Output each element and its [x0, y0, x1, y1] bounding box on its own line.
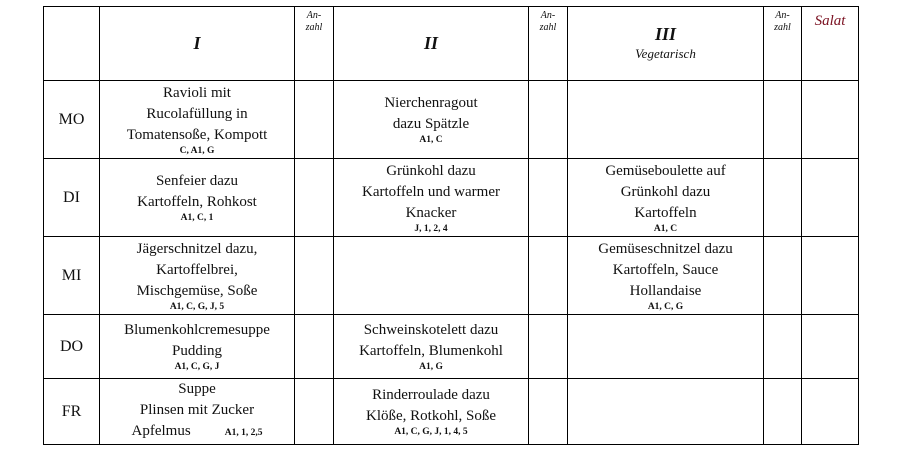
salat-cell[interactable] — [802, 237, 859, 315]
dish-cell-I — [100, 81, 295, 159]
dish-cell-III — [568, 379, 764, 445]
dish-line: Suppe — [178, 381, 216, 397]
anzahl-cell-II[interactable] — [529, 159, 568, 237]
dish-line: Kartoffeln, Blumenkohl — [359, 343, 503, 359]
dish-line: Gemüseboulette auf — [605, 162, 726, 179]
dish-cell-I — [100, 159, 295, 237]
menu-row-mo — [44, 81, 859, 159]
weekly-menu-table — [43, 6, 859, 445]
allergen-codes: A1, 1, 2,5 — [224, 428, 263, 438]
anzahl-cell-III[interactable] — [764, 379, 802, 445]
header-row — [44, 7, 859, 81]
salat-cell[interactable] — [802, 159, 859, 237]
anzahl-label-2: zahl — [774, 22, 791, 33]
menu-II-label: II — [423, 33, 438, 53]
header-menu-II — [334, 7, 529, 81]
allergen-codes: C, A1, G — [179, 145, 215, 156]
header-menu-I — [100, 7, 295, 81]
allergen-codes: J, 1, 2, 4 — [414, 223, 448, 234]
salat-cell[interactable] — [802, 81, 859, 159]
allergen-codes: A1, C — [653, 223, 678, 234]
header-anzahl-II — [529, 7, 568, 81]
anzahl-cell-I[interactable] — [295, 81, 334, 159]
dish-line: Kartoffeln und warmer — [361, 183, 500, 200]
dish-line: Grünkohl dazu — [386, 162, 476, 179]
dish-line: dazu Spätzle — [392, 116, 470, 132]
allergen-codes: A1, C, G, J, 5 — [169, 301, 225, 312]
dish-cell-III — [568, 315, 764, 379]
dish-cell-III — [568, 237, 764, 315]
day-cell: FR — [44, 379, 100, 445]
header-menu-III — [568, 7, 764, 81]
dish-line: Jägerschnitzel dazu, — [136, 240, 258, 257]
day-cell: DO — [44, 315, 100, 379]
anzahl-label-1: An- — [306, 10, 322, 21]
anzahl-cell-I[interactable] — [295, 379, 334, 445]
dish-line: Tomatensoße, Kompott — [126, 126, 268, 143]
anzahl-cell-III[interactable] — [764, 315, 802, 379]
dish-cell-I — [100, 315, 295, 379]
anzahl-cell-III[interactable] — [764, 237, 802, 315]
dish-line: Klöße, Rotkohl, Soße — [366, 408, 496, 424]
dish-cell-I — [100, 237, 295, 315]
dish-cell-III — [568, 81, 764, 159]
anzahl-cell-II[interactable] — [529, 379, 568, 445]
dish-line: Gemüseschnitzel dazu — [598, 240, 733, 257]
dish-line: Kartoffeln, Rohkost — [137, 194, 257, 210]
salat-cell[interactable] — [802, 315, 859, 379]
day-cell: MI — [44, 237, 100, 315]
header-salat — [802, 7, 859, 81]
anzahl-cell-I[interactable] — [295, 315, 334, 379]
dish-cell-II — [334, 237, 529, 315]
allergen-codes: A1, G — [419, 362, 443, 372]
day-cell: MO — [44, 81, 100, 159]
dish-cell-II — [334, 315, 529, 379]
allergen-codes: A1, C, G, J, 1, 4, 5 — [394, 427, 468, 437]
dish-line: Nierchenragout — [384, 95, 478, 111]
dish-cell-II — [334, 379, 529, 445]
anzahl-label-1: An- — [540, 10, 556, 21]
allergen-codes: A1, C, G, J — [174, 362, 220, 372]
dish-line: Blumenkohlcremesuppe — [124, 322, 270, 338]
dish-line: Schweinskotelett dazu — [363, 322, 499, 338]
anzahl-label-2: zahl — [539, 22, 557, 33]
menu-III-subtitle: Vegetarisch — [635, 46, 696, 61]
menu-row-fr — [44, 379, 859, 445]
anzahl-cell-II[interactable] — [529, 315, 568, 379]
salat-label: Salat — [814, 13, 846, 29]
day-cell: DI — [44, 159, 100, 237]
dish-cell-II — [334, 81, 529, 159]
dish-line: Apfelmus — [131, 423, 191, 439]
allergen-codes: A1, C, 1 — [180, 213, 214, 223]
anzahl-cell-I[interactable] — [295, 159, 334, 237]
anzahl-cell-II[interactable] — [529, 237, 568, 315]
dish-cell-I — [100, 379, 295, 445]
dish-line: Hollandaise — [629, 282, 702, 299]
anzahl-label-1: An- — [775, 10, 790, 21]
dish-line: Rinderroulade dazu — [372, 387, 490, 403]
header-anzahl-III — [764, 7, 802, 81]
dish-line: Kartoffeln — [634, 204, 697, 221]
dish-cell-III — [568, 159, 764, 237]
dish-line: Kartoffelbrei, — [156, 261, 238, 278]
menu-row-di — [44, 159, 859, 237]
menu-row-mi — [44, 237, 859, 315]
allergen-codes: A1, C — [419, 135, 443, 145]
dish-line: Senfeier dazu — [155, 173, 239, 189]
allergen-codes: A1, C, G — [647, 301, 684, 312]
menu-III-label: III — [654, 24, 676, 44]
anzahl-label-2: zahl — [305, 22, 323, 33]
anzahl-cell-I[interactable] — [295, 237, 334, 315]
menu-I-label: I — [193, 33, 201, 53]
dish-line: Plinsen mit Zucker — [139, 402, 255, 418]
salat-cell[interactable] — [802, 379, 859, 445]
dish-line: Kartoffeln, Sauce — [612, 261, 719, 278]
header-day-corner — [44, 7, 100, 81]
dish-cell-II — [334, 159, 529, 237]
dish-line: Rucolafüllung in — [146, 105, 248, 122]
dish-line: Grünkohl dazu — [620, 183, 711, 200]
anzahl-cell-III[interactable] — [764, 81, 802, 159]
dish-line: Mischgemüse, Soße — [136, 282, 258, 299]
header-anzahl-I — [295, 7, 334, 81]
dish-line: Pudding — [171, 343, 222, 359]
dish-line: Knacker — [405, 204, 457, 221]
anzahl-cell-II[interactable] — [529, 81, 568, 159]
menu-row-do — [44, 315, 859, 379]
dish-line: Ravioli mit — [163, 84, 231, 101]
anzahl-cell-III[interactable] — [764, 159, 802, 237]
